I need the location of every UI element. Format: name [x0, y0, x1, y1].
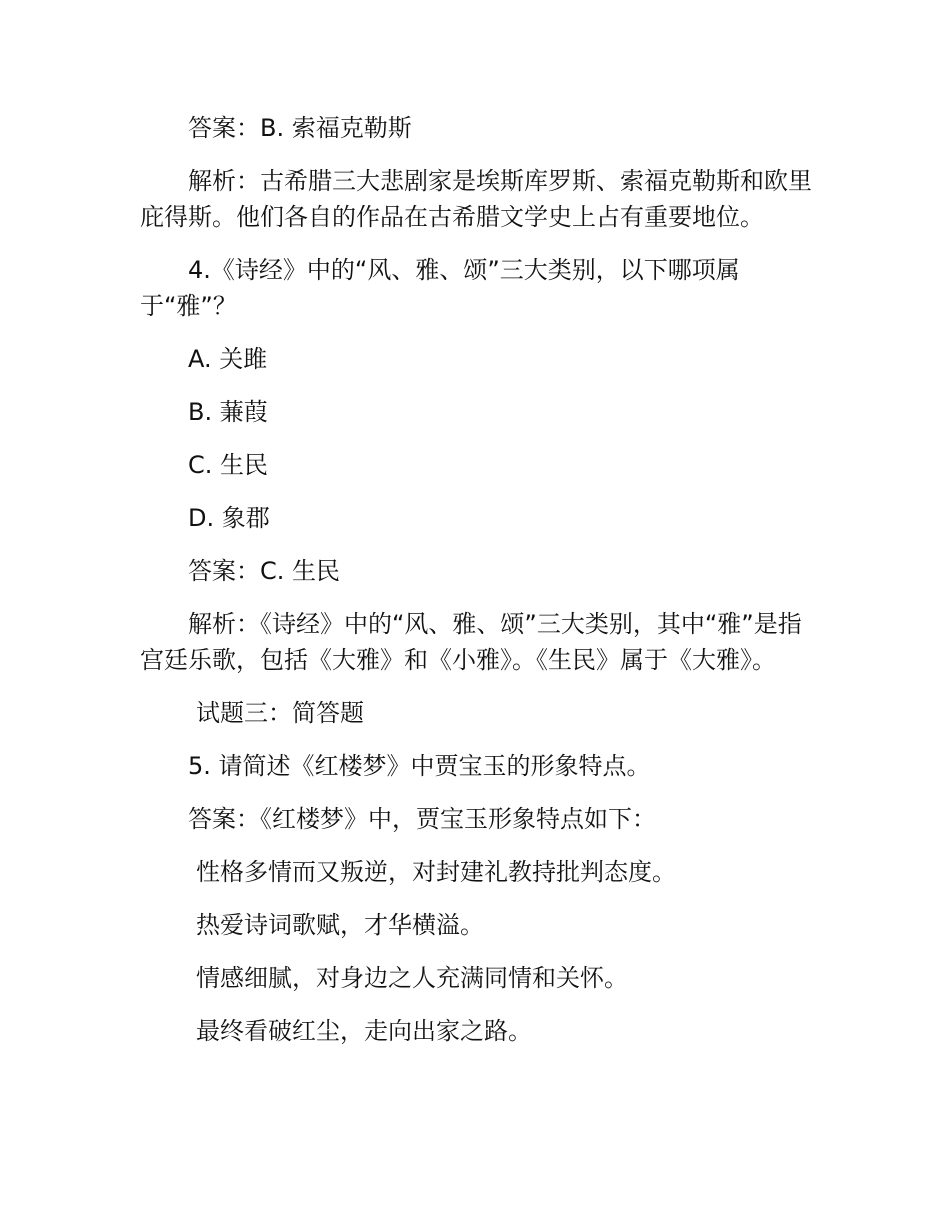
q4-answer: 答案：C. 生民 [188, 557, 341, 585]
q3-answer: 答案：B. 索福克勒斯 [188, 114, 412, 142]
document-page [140, 110, 812, 1066]
q4-option-c: C. 生民 [188, 451, 269, 479]
q5-point-2: 热爱诗词歌赋，才华横溢。 [196, 911, 484, 939]
q5-question: 5. 请简述《红楼梦》中贾宝玉的形象特点。 [188, 752, 651, 780]
section-title: 试题三：简答题 [196, 699, 364, 727]
q3-explanation: 解析：古希腊三大悲剧家是埃斯库罗斯、索福克勒斯和欧里庇得斯。他们各自的作品在古希腊文学史上占有重要地位。 [140, 167, 812, 231]
q4-option-d: D. 象郡 [188, 504, 270, 532]
q4-question: 4.《诗经》中的“风、雅、颂”三大类别，以下哪项属于“雅”？ [140, 256, 740, 320]
q4-option-b: B. 蒹葭 [188, 398, 268, 426]
q5-point-3: 情感细腻，对身边之人充满同情和关怀。 [196, 964, 628, 992]
q4-option-a: A. 关雎 [188, 345, 268, 373]
q5-point-1: 性格多情而又叛逆，对封建礼教持批判态度。 [196, 858, 676, 886]
q5-point-4: 最终看破红尘，走向出家之路。 [196, 1017, 532, 1045]
q4-explanation: 解析：《诗经》中的“风、雅、颂”三大类别，其中“雅”是指宫廷乐歌，包括《大雅》和《小雅》。《生民》属于《大雅》。 [140, 610, 802, 674]
q5-answer-intro: 答案：《红楼梦》中，贾宝玉形象特点如下： [188, 805, 656, 833]
